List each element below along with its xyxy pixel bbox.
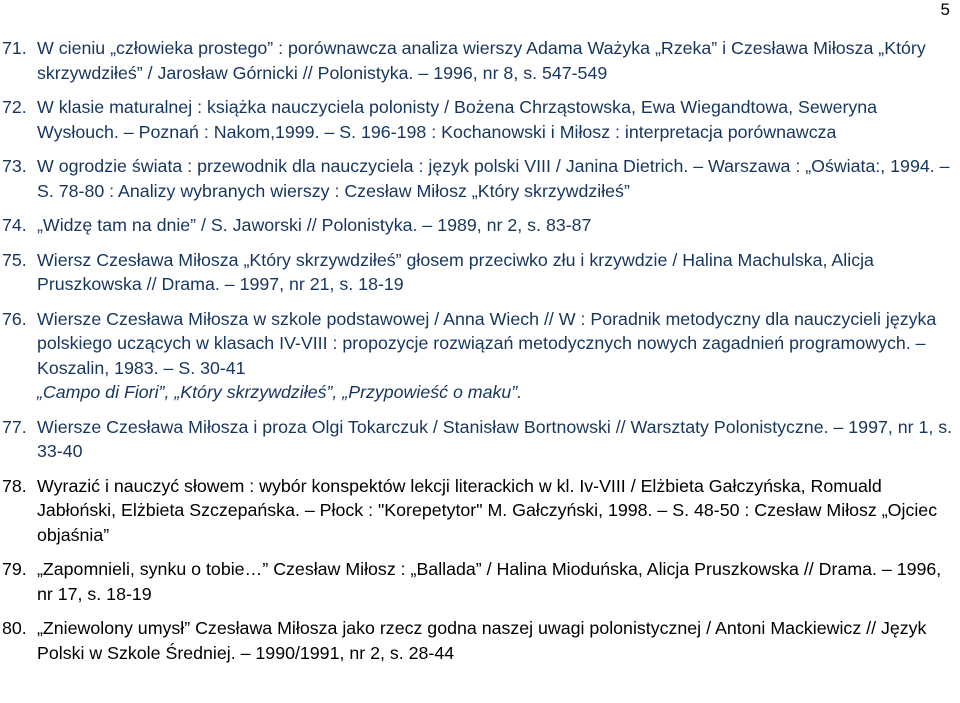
page-number: 5	[940, 0, 950, 19]
entry-number: 74.	[2, 215, 27, 235]
list-item	[0, 154, 958, 203]
entry-number: 76.	[2, 308, 27, 329]
entry-text: W klasie maturalnej : książka nauczyciela polonisty / Bożena Chrząstowska, Ewa Wiegandtowa, Seweryna Wysłouch. – Poznań : Nakom,1999. – S. 196-198 : Kochanowski i Miłosz : interpretacja porównawcza	[37, 97, 878, 142]
entry-text: „Zniewolony umysł” Czesława Miłosza jako rzecz godna naszej uwagi polonistycznej / Antoni Mackiewicz // Język Polski w Szkole Średniej. – 1990/1991, nr 2, s. 28-44	[37, 618, 927, 663]
entry-number: 78.	[2, 475, 27, 496]
bibliography-list	[0, 36, 958, 675]
entry-number: 72.	[2, 97, 27, 117]
entry-text: W cieniu „człowieka prostego” : porównawcza analiza wierszy Adama Ważyka „Rzeka” i Czesława Miłosza „Który skrzywdziłeś” / Jarosław Górnicki // Polonistyka. – 1996, nr 8, s. 547-549	[37, 38, 926, 83]
list-item	[0, 213, 958, 238]
list-item	[0, 95, 958, 144]
entry-text: Wiersz Czesława Miłosza „Który skrzywdziłeś” głosem przeciwko złu i krzywdzie / Halina Machulska, Alicja Pruszkowska // Drama. – 1997, nr 21, s. 18-19	[37, 249, 874, 294]
entry-number: 80.	[2, 618, 27, 638]
entry-text: „Widzę tam na dnie” / S. Jaworski // Polonistyka. – 1989, nr 2, s. 83-87	[37, 215, 592, 235]
list-item	[0, 307, 958, 405]
entry-number: 73.	[2, 156, 27, 176]
list-item	[0, 616, 958, 665]
entry-text: W ogrodzie świata : przewodnik dla nauczyciela : język polski VIII / Janina Dietrich. – Warszawa : „Oświata:, 1994. – S. 78-80 : Analizy wybranych wierszy : Czesław Miłosz „Który skrzywdziłeś”	[37, 156, 950, 201]
entry-text: Wiersze Czesława Miłosza i proza Olgi Tokarczuk / Stanisław Bortnowski // Warsztaty Polonistyczne. – 1997, nr 1, s. 33-40	[37, 416, 953, 461]
list-item	[0, 248, 958, 297]
entry-number: 71.	[2, 38, 27, 58]
entry-number: 79.	[2, 559, 27, 579]
entry-text: „Zapomnieli, synku o tobie…” Czesław Miłosz : „Ballada” / Halina Mioduńska, Alicja Pruszkowska // Drama. – 1996, nr 17, s. 18-19	[37, 559, 942, 604]
entry-number: 77.	[2, 416, 27, 437]
entry-text: Wiersze Czesława Miłosza w szkole podstawowej / Anna Wiech // W : Poradnik metodyczny dla nauczycieli języka polskiego uczących w klasach IV-VIII : propozycje rozwiązań metodycznych nowych zagadnień programowych. – Koszalin, 1983. – S. 30-41	[37, 308, 937, 378]
entry-text: Wyrazić i nauczyć słowem : wybór konspektów lekcji literackich w kl. Iv-VIII / Elżbieta Gałczyńska, Romuald Jabłoński, Elżbieta Szczepańska. – Płock : "Korepetytor" M. Gałczyński, 1998. – S. 48-50 : Czesław Miłosz „Ojciec objaśnia”	[37, 475, 938, 545]
list-item	[0, 36, 958, 85]
list-item	[0, 557, 958, 606]
list-item	[0, 415, 958, 464]
entry-note: „Campo di Fiori”, „Który skrzywdziłeś”, „Przypowieść o maku”.	[37, 382, 523, 402]
list-item	[0, 474, 958, 548]
entry-number: 75.	[2, 249, 27, 270]
